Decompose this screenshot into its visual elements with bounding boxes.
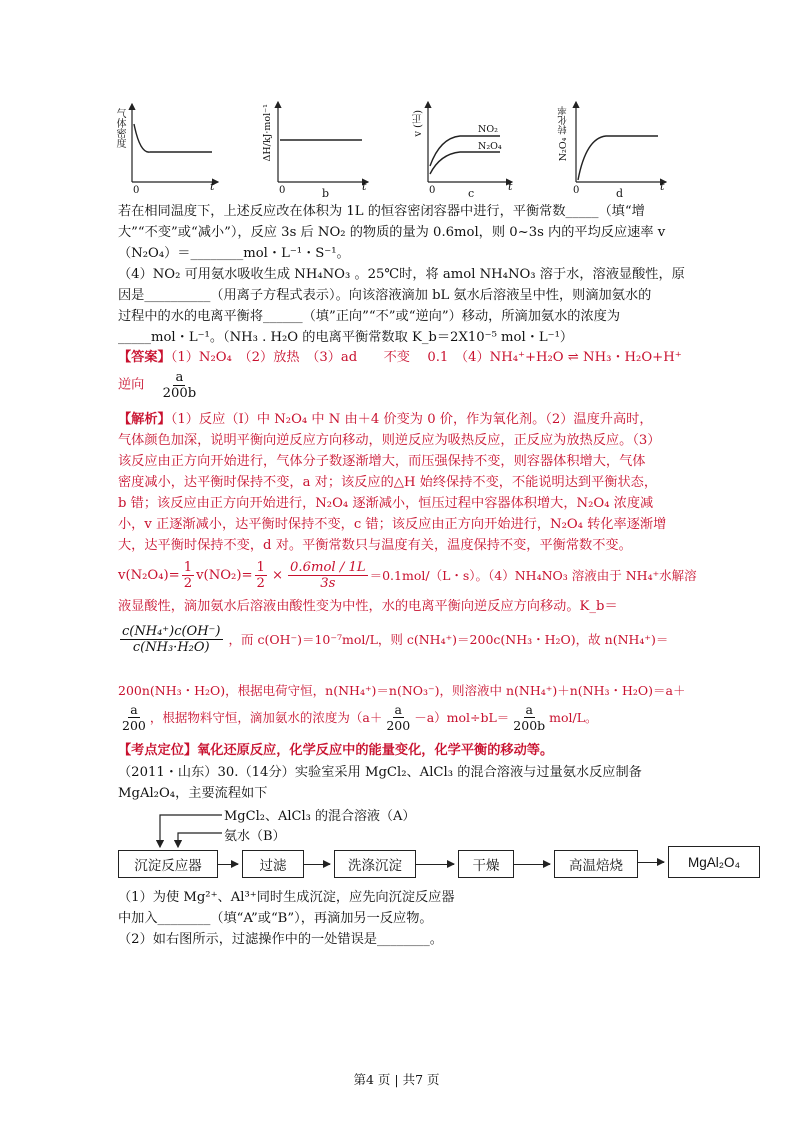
flow-arrow-1 bbox=[218, 864, 238, 865]
analysis-line-5: b 错；该反应由正方向开始进行，N₂O₄ 逐渐减小，恒压过程中容器体积增大，N₂O₄ 浓度减 bbox=[118, 496, 654, 511]
frac-rate bbox=[288, 560, 368, 591]
answer-fraction-den: 200b bbox=[162, 386, 197, 401]
analysis-line-12-c: mol/L。 bbox=[549, 709, 598, 725]
frac-half-1 bbox=[182, 560, 194, 591]
graph-d-curve bbox=[578, 136, 658, 180]
answer-direction: 逆向 bbox=[118, 377, 145, 393]
graph-b bbox=[278, 102, 368, 182]
graph-c-ylabel: v (正) bbox=[413, 110, 424, 137]
graph-b-ylabel: ΔH/kJ·mol⁻¹ bbox=[262, 104, 273, 162]
frac-rate-den: 3s bbox=[320, 576, 336, 591]
graph-b-xlabel: t bbox=[362, 180, 367, 193]
answer-text: （1）N₂O₄ （2）放热 （3）ad 不变 0.1 （4）NH₄⁺+H₂O ⇌ NH₃・H₂O+H⁺ bbox=[170, 350, 682, 365]
graph-a-ylabel: 气体密度 bbox=[114, 108, 125, 148]
frac-a-200-2-num: a bbox=[394, 702, 402, 717]
answer-line bbox=[118, 349, 682, 367]
graph-b-origin: 0 bbox=[279, 185, 286, 196]
answer-fraction bbox=[161, 370, 199, 401]
frac-kb-num: c(NH₄⁺)c(OH⁻) bbox=[122, 624, 221, 639]
rate-no2: v(NO₂)= bbox=[196, 567, 253, 583]
analysis-line-9: 液显酸性，滴加氨水后溶液由酸性变为中性，水的电离平衡向逆反应方向移动。K_b＝ bbox=[118, 599, 618, 614]
frac-a-200 bbox=[120, 702, 148, 733]
flow-step-filter: 过滤 bbox=[242, 850, 304, 878]
frac-a-200-num: a bbox=[130, 702, 138, 717]
flow-step-dry: 干燥 bbox=[458, 850, 514, 878]
question-line-2: 大”“不变”或“减小”），反应 3s 后 NO₂ 的物质的量为 0.6mol，则 0~3s 内的平均反应速率 v bbox=[118, 225, 666, 240]
rate-n2o4: v(N₂O₄)= bbox=[118, 567, 180, 583]
kaodian-tag: 【考点定位】 bbox=[118, 743, 198, 758]
graph-b-caption: b bbox=[322, 187, 330, 200]
kaodian-text: 氧化还原反应，化学反应中的能量变化，化学平衡的移动等。 bbox=[197, 743, 554, 758]
analysis-line-7: 大，达平衡时保持不变，d 对。平衡常数只与温度有关，温度保持不变，平衡常数不变。 bbox=[118, 538, 632, 553]
graph-c-origin: 0 bbox=[429, 185, 436, 196]
analysis-line-1 bbox=[118, 411, 653, 429]
graph-d-origin: 0 bbox=[573, 185, 580, 196]
flow-step-reactor: 沉淀反应器 bbox=[118, 850, 218, 878]
graph-d-xlabel: t bbox=[660, 180, 665, 193]
graph-a-xlabel: t bbox=[210, 180, 215, 193]
flow-step-wash: 洗涤沉淀 bbox=[334, 850, 416, 878]
analysis-line-12-a: ，根据物料守恒，滴加氨水的浓度为（a＋ bbox=[149, 709, 383, 725]
graph-a-origin: 0 bbox=[133, 185, 140, 196]
question-line-3: （N₂O₄）＝________mol・L⁻¹・S⁻¹。 bbox=[118, 246, 350, 261]
flow-step-product: MgAl₂O₄ bbox=[668, 846, 760, 878]
frac-kb bbox=[120, 624, 223, 655]
frac-half-2-num: 1 bbox=[256, 560, 265, 575]
analysis-line-8-rest: ＝0.1mol/（L・s）。（4）NH₄NO₃ 溶液由于 NH₄⁺水解溶 bbox=[369, 567, 697, 583]
graph-row bbox=[110, 96, 680, 202]
graph-c-series-2: N₂O₄ bbox=[478, 141, 502, 152]
analysis-line-2: 气体颜色加深，说明平衡向逆反应方向移动，则逆反应为吸热反应，正反应为放热反应。（3） bbox=[118, 433, 661, 448]
page-footer: 第4 页 | 共7 页 bbox=[353, 1072, 440, 1087]
graph-a bbox=[132, 104, 218, 182]
graph-c-curve-n2o4 bbox=[430, 152, 500, 174]
frac-a-200-2 bbox=[384, 702, 412, 733]
analysis-text-1: （1）反应（Ⅰ）中 N₂O₄ 中 N 由＋4 价变为 0 价，作为氧化剂。（2）温度升高时， bbox=[170, 412, 653, 427]
answer-fraction-num: a bbox=[175, 370, 184, 385]
analysis-line-10-text: ，而 c(OH⁻)＝10⁻⁷mol/L，则 c(NH₄⁺)＝200c(NH₃・H₂O)，故 n(NH₄⁺)＝ bbox=[228, 631, 669, 647]
analysis-line-11: 200n(NH₃・H₂O)，根据电荷守恒，n(NH₄⁺)＝n(NO₃⁻)，则溶液中 n(NH₄⁺)＋n(NH₃・H₂O)＝a＋ bbox=[118, 683, 686, 698]
graph-a-curve bbox=[134, 124, 212, 152]
question-line-7: _____mol・L⁻¹。（NH₃ . H₂O 的电离平衡常数取 K_b＝2X10⁻⁵ mol・L⁻¹） bbox=[118, 330, 574, 345]
question-line-6: 过程中的水的电离平衡将______（填”正向”“不”或“逆向”）移动，所滴加氨水的浓度为 bbox=[118, 309, 621, 324]
analysis-line-4: 密度减小，达平衡时保持不变，a 对；该反应的△H 始终保持不变，不能说明达到平衡状态， bbox=[118, 475, 658, 490]
analysis-line-8 bbox=[118, 560, 697, 591]
analysis-line-12 bbox=[118, 702, 598, 733]
q30-line-1: （2011・山东）30.（14分）实验室采用 MgCl₂、AlCl₃ 的混合溶液与过量氨水反应制备 bbox=[118, 765, 642, 780]
flow-arrow-2 bbox=[304, 864, 330, 865]
flow-arrow-4 bbox=[514, 864, 550, 865]
q30-sub-2: 中加入________（填“A”或“B”），再滴加另一反应物。 bbox=[118, 911, 433, 926]
question-line-4: （4）NO₂ 可用氨水吸收生成 NH₄NO₃ 。25℃时，将 amol NH₄NO₃ 溶于水，溶液显酸性，原 bbox=[118, 267, 685, 282]
graph-d bbox=[576, 102, 666, 182]
graph-c-series-1: NO₂ bbox=[478, 124, 498, 135]
analysis-tag: 【解析】 bbox=[118, 412, 171, 427]
q30-sub-1: （1）为使 Mg²⁺、Al³⁺同时生成沉淀，应先向沉淀反应器 bbox=[118, 890, 455, 905]
frac-a-200b-den: 200b bbox=[513, 718, 546, 733]
frac-half-1-num: 1 bbox=[183, 560, 193, 575]
frac-kb-den: c(NH₃·H₂O) bbox=[132, 640, 210, 655]
frac-half-1-den: 2 bbox=[183, 576, 193, 591]
analysis-line-3: 该反应由正方向开始进行，气体分子数逐渐增大，而压强保持不变，则容器体积增大，气体 bbox=[118, 454, 646, 469]
frac-a-200-2-den: 200 bbox=[386, 718, 411, 733]
q30-line-2: MgAl₂O₄，主要流程如下 bbox=[118, 786, 268, 801]
frac-a-200b-num: a bbox=[525, 702, 533, 717]
answer-tag: 【答案】 bbox=[118, 350, 171, 365]
answer-line-2 bbox=[118, 370, 200, 401]
flow-step-calcine: 高温焙烧 bbox=[554, 850, 638, 878]
flow-arrow-5 bbox=[638, 862, 664, 863]
question-line-1: 若在相同温度下，上述反应改在体积为 1L 的恒容密闭容器中进行，平衡常数_____（填“增 bbox=[118, 204, 645, 219]
q30-sub-3: （2）如右图所示，过滤操作中的一处错误是________。 bbox=[118, 932, 443, 947]
frac-rate-num: 0.6mol / 1L bbox=[290, 560, 366, 575]
analysis-line-12-b: －a）mol÷bL＝ bbox=[414, 709, 510, 725]
graph-c-xlabel: t bbox=[508, 180, 513, 193]
frac-half-2 bbox=[255, 560, 267, 591]
graph-d-caption: d bbox=[616, 187, 624, 200]
frac-a-200b bbox=[511, 702, 547, 733]
analysis-line-10 bbox=[118, 624, 668, 655]
frac-half-2-den: 2 bbox=[256, 576, 265, 591]
analysis-line-6: 小，v 正逐渐减小，达平衡时保持不变，c 错；该反应由正方向开始进行，N₂O₄ 转化率逐渐增 bbox=[118, 517, 667, 532]
kaodian-line bbox=[118, 742, 553, 760]
flow-arrow-3 bbox=[416, 864, 454, 865]
feed-a-label: MgCl₂、AlCl₃ 的混合溶液（A） bbox=[224, 809, 416, 824]
graph-d-ylabel: N₂O₄ 转化率 bbox=[558, 106, 569, 162]
graph-c-caption: c bbox=[468, 187, 475, 200]
times-sign: × bbox=[271, 567, 283, 583]
frac-a-200-den: 200 bbox=[122, 718, 146, 733]
flow-feed-lines bbox=[150, 805, 230, 855]
feed-b-label: 氨水（B） bbox=[224, 829, 286, 844]
question-line-5: 因是__________（用离子方程式表示）。向该溶液滴加 bL 氨水后溶液呈中性，则滴加氨水的 bbox=[118, 288, 652, 303]
